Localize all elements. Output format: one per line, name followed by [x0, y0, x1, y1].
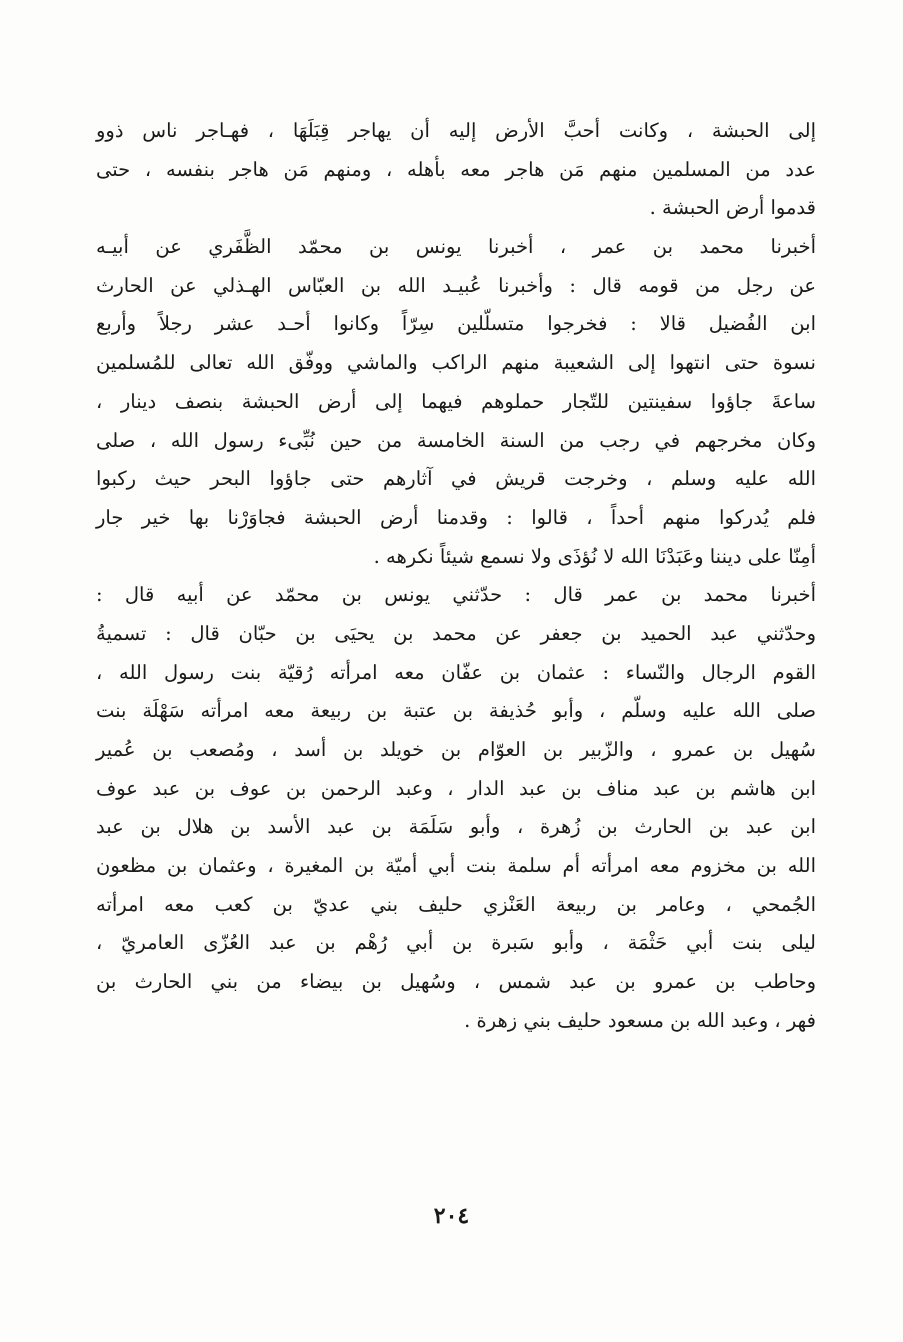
text-line: وحاطب بن عمرو بن عبد شمس ، وسُهيل بن بيضاء من بني الحارث بن — [96, 970, 816, 994]
text-line: الله بن مخزوم معه امرأته أم سلمة بنت أبي أميّة بن المغيرة ، وعثمان بن مظعون — [96, 854, 816, 878]
text-line: قدموا أرض الحبشة . — [649, 196, 816, 220]
text-line: وحدّثني عبد الحميد بن جعفر عن محمد بن يحيَى بن حبّان قال : تسميةُ — [96, 621, 816, 645]
text-line: ابن عبد بن الحارث بن زُهرة ، وأبو سَلَمَة بن عبد الأسد بن هلال بن عبد — [96, 815, 816, 839]
text-line: القوم الرجال والنّساء : عثمان بن عفّان معه امرأته رُقيّة بنت رسول الله ، — [96, 660, 816, 684]
text-line: أخبرنا محمد بن عمر قال : حدّثني يونس بن محمّد عن أبيه قال : — [96, 583, 816, 607]
text-line: نسوة حتى انتهوا إلى الشعيبة منهم الراكب والماشي ووفّق الله تعالى للمُسلمين — [96, 351, 816, 375]
paragraph-1 — [96, 112, 816, 228]
text-line: عن رجل من قومه قال : وأخبرنا عُبيـد الله بن العبّاس الهـذلي عن الحارث — [96, 273, 816, 297]
paragraph-3 — [96, 576, 816, 1040]
text-line: سُهيل بن عمرو ، والزّبير بن العوّام بن خويلد بن أسد ، ومُصعب بن عُمير — [96, 738, 816, 761]
text-line: أخبرنا محمد بن عمر ، أخبرنا يونس بن محمّد الظَّفَري عن أبيـه — [96, 235, 816, 259]
main-text — [96, 112, 816, 1041]
text-line: الله عليه وسلم ، وخرجت قريش في آثارهم حتى جاؤوا البحر حيث ركبوا — [96, 467, 816, 491]
text-line: فلم يُدركوا منهم أحداً ، قالوا : وقدمنا أرض الحبشة فجاوَرْنا بها خير جار — [96, 505, 816, 529]
text-line: ليلى بنت أبي حَثْمَة ، وأبو سَبرة بن أبي رُهْم بن عبد العُزّى العامريّ ، — [96, 931, 816, 955]
text-line: أمِنّا على ديننا وعَبَدْنَا الله لا نُؤذَى ولا نسمع شيئاً نكرهه . — [373, 544, 816, 568]
text-line: ساعةَ جاؤوا سفينتين للتّجار حملوهم فيهما إلى أرض الحبشة بنصف دينار ، — [96, 389, 816, 413]
text-line: ابن هاشم بن عبد مناف بن عبد الدار ، وعبد الرحمن بن عوف بن عبد عوف — [96, 776, 816, 800]
text-line: ابن الفُضيل قالا : فخرجوا متسلّلين سِرّاً وكانوا أحـد عشر رجلاً وأربع — [96, 312, 816, 336]
text-line: فهر ، وعبد الله بن مسعود حليف بني زهرة . — [464, 1008, 816, 1032]
text-line: صلى الله عليه وسلّم ، وأبو حُذيفة بن عتبة بن ربيعة معه امرأته سَهْلَة بنت — [96, 699, 816, 723]
paragraph-2 — [96, 228, 816, 576]
text-line: الجُمحي ، وعامر بن ربيعة العَنْزي حليف بني عديّ بن كعب معه امرأته — [96, 892, 816, 916]
page-number: ٢٠٤ — [433, 1203, 470, 1229]
text-line: إلى الحبشة ، وكانت أحبَّ الأرض إليه أن يهاجر قِبَلَهَا ، فهـاجر ناس ذوو — [96, 119, 816, 142]
text-line: وكان مخرجهم في رجب من السنة الخامسة من حين نُبِّىء رسول الله ، صلى — [96, 428, 816, 452]
text-line: عدد من المسلمين منهم مَن هاجر معه بأهله ، ومنهم مَن هاجر بنفسه ، حتى — [96, 157, 816, 181]
